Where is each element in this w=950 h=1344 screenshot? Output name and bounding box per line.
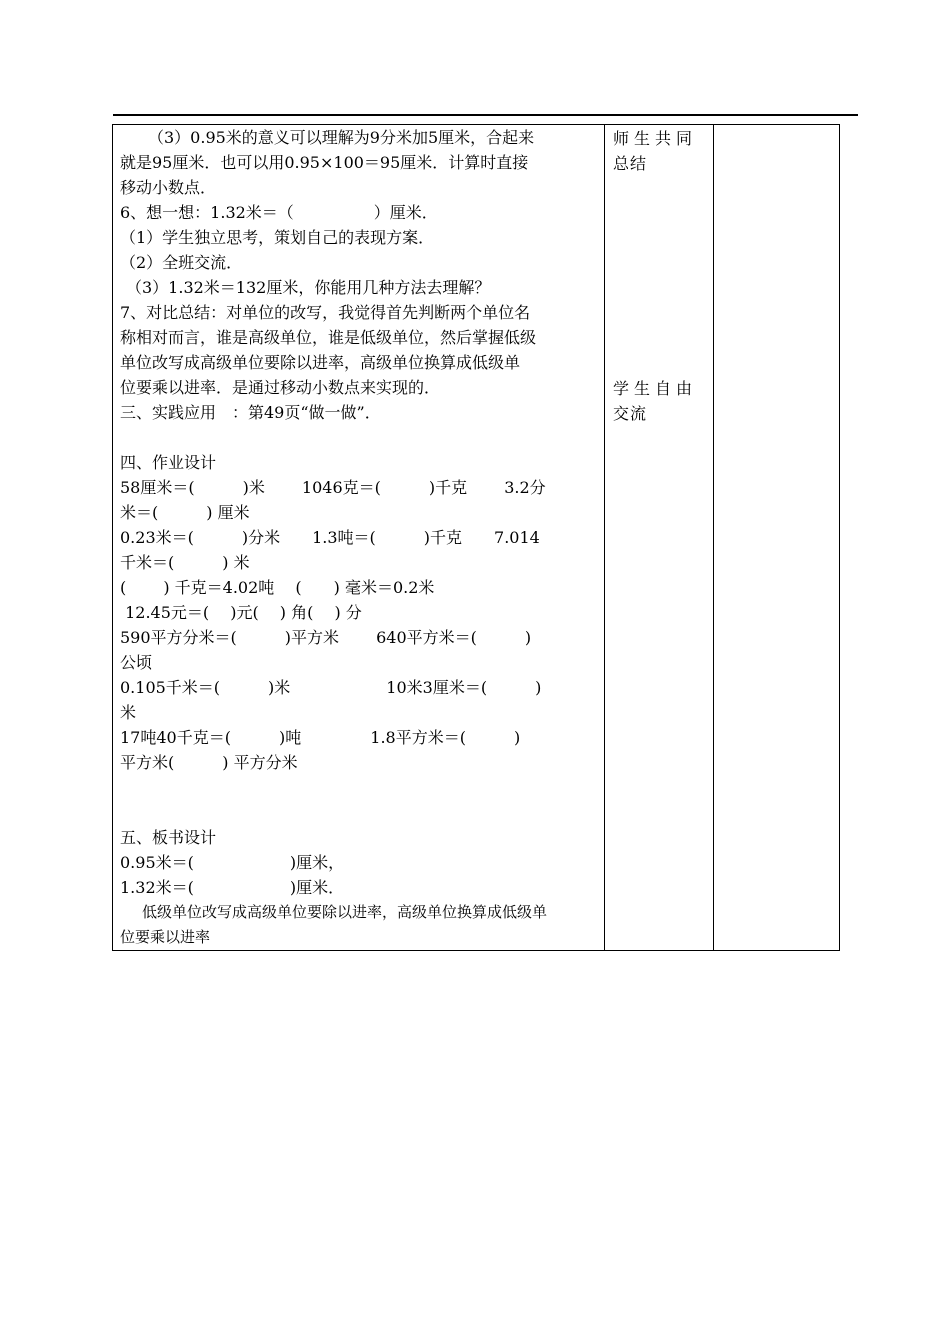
empty-notes-cell — [714, 125, 840, 951]
exercise-line: 590平方分米＝( )平方米 640平方米＝( ) — [120, 628, 532, 647]
exercise-line: 米 — [120, 703, 137, 722]
text-line: 位要乘以进率．是通过移动小数点来实现的． — [120, 378, 441, 397]
text-line: （3）0.95米的意义可以理解为9分米加5厘米，合起来 — [148, 128, 535, 147]
exercise-line: 千米＝( ) 米 — [120, 553, 250, 572]
exercise-line: 公顷 — [120, 653, 153, 672]
header-rule — [113, 114, 858, 116]
text-line: 6、想一想：1.32米＝（ ）厘米． — [120, 203, 438, 222]
activity-note — [613, 376, 708, 426]
exercise-line: 12.45元＝( )元( ) 角( ) 分 — [120, 603, 362, 622]
activity-note-line: 学生自由 — [613, 379, 698, 398]
section-heading: 四、作业设计 — [120, 453, 217, 472]
exercise-line: 0.105千米＝( )米 10米3厘米＝( ) — [120, 678, 542, 697]
exercise-line: ( ) 千克＝4.02吨 ( ) 毫米＝0.2米 — [120, 578, 435, 597]
section-heading: 五、板书设计 — [120, 828, 217, 847]
teaching-process-cell — [113, 125, 605, 951]
board-line: 0.95米＝( )厘米， — [120, 853, 345, 872]
table-row — [113, 125, 840, 951]
exercise-line: 0.23米＝( )分米 1.3吨＝( )千克 7.014 — [120, 528, 540, 547]
text-line: 称相对而言，谁是高级单位，谁是低级单位，然后掌握低级 — [120, 328, 537, 347]
text-line: （2）全班交流． — [120, 253, 243, 272]
student-activity-cell — [605, 125, 714, 951]
blank-line — [120, 800, 598, 825]
board-line: 位要乘以进率 — [120, 928, 211, 946]
text-line: 7、对比总结：对单位的改写，我觉得首先判断两个单位名 — [120, 303, 531, 322]
activity-note-line: 总结 — [613, 154, 648, 173]
board-line: 1.32米＝( )厘米． — [120, 878, 345, 897]
blank-line — [120, 425, 598, 450]
board-line: 低级单位改写成高级单位要除以进率，高级单位换算成低级单 — [142, 903, 548, 921]
activity-note-line: 交流 — [613, 404, 648, 423]
activity-note — [613, 126, 708, 176]
lesson-plan-table — [112, 124, 840, 951]
exercise-line: 平方米( ) 平方分米 — [120, 753, 298, 772]
text-line: 单位改写成高级单位要除以进率，高级单位换算成低级单 — [120, 353, 521, 372]
text-line: 移动小数点． — [120, 178, 217, 197]
text-line: （1）学生独立思考，策划自己的表现方案． — [120, 228, 435, 247]
blank-line — [120, 775, 598, 800]
text-line: （3）1.32米＝132厘米，你能用几种方法去理解？ — [126, 278, 491, 297]
section-heading: 三、实践应用 ：第49页“做一做”． — [120, 403, 381, 422]
exercise-line: 58厘米＝( )米 1046克＝( )千克 3.2分 — [120, 478, 546, 497]
exercise-line: 17吨40千克＝( )吨 1.8平方米＝( ) — [120, 728, 521, 747]
text-line: 就是95厘米．也可以用0.95×100＝95厘米．计算时直接 — [120, 153, 529, 172]
exercise-line: 米＝( ) 厘米 — [120, 503, 250, 522]
activity-note-line: 师生共同 — [613, 129, 698, 148]
